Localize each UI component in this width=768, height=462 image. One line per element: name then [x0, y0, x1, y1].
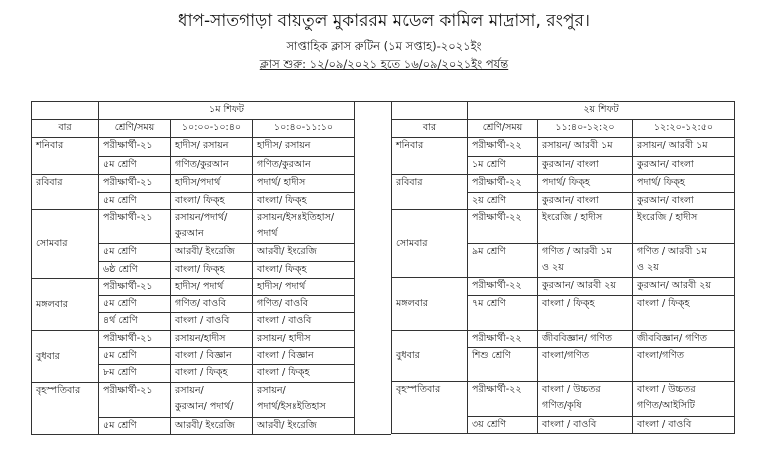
table-row — [32, 138, 355, 157]
blank-cell — [392, 102, 468, 120]
subject-cell: বাংলা / বাওবি — [171, 313, 253, 331]
subject-cell: হাদীস/ পদার্থ — [253, 279, 355, 296]
subject-cell: ইংরেজি / হাদীস — [633, 210, 735, 244]
col-period2: ১০:৪০-১১:১০ — [253, 120, 355, 138]
subject-cell: আরবী/ ইংরেজি — [171, 244, 253, 262]
class-cell: ৪র্থ শ্রেণি — [99, 313, 171, 331]
day-cell: সোমবার — [392, 210, 468, 278]
class-cell: ৫ম শ্রেণি — [99, 193, 171, 210]
subject-line: কুরআন — [175, 228, 204, 239]
page-title: ধাপ-সাতগাড়া বায়তুল মুকাররম মডেল কামিল মাদ্রাসা, রংপুর। — [178, 11, 590, 31]
class-cell: পরীক্ষার্থী-২২ — [468, 175, 538, 193]
subject-cell: গণিত/কুরআন — [253, 157, 355, 175]
shift-header-row — [32, 102, 355, 120]
class-cell: ১ম শ্রেণি — [468, 157, 538, 175]
subject-cell: বাংলা / ফিক্হ — [538, 296, 633, 331]
table-row — [392, 331, 735, 348]
subject-line: ও ২য় — [637, 262, 659, 273]
table-row — [32, 279, 355, 296]
subject-cell: বাংলা/ ফিক্হ — [171, 193, 253, 210]
day-cell: মঙ্গলবার — [32, 279, 99, 331]
subject-cell: কুরআন/ বাংলা — [538, 193, 633, 210]
class-cell: পরীক্ষার্থী-২১ — [99, 138, 171, 157]
table-row — [32, 331, 355, 348]
table-row — [392, 138, 735, 157]
subject-line: রসায়ন/ — [257, 385, 286, 396]
class-cell: শিশু শ্রেণি — [468, 348, 538, 382]
class-cell: ৫ম শ্রেণি — [99, 296, 171, 313]
day-cell: শনিবার — [32, 138, 99, 175]
table-row — [32, 210, 355, 244]
subject-cell: রসায়ন/ আরবী ১ম — [633, 138, 735, 157]
subject-cell: জীববিজ্ঞান/ গণিত — [538, 331, 633, 348]
class-cell: ৫ম শ্রেণি — [99, 244, 171, 262]
subject-line: গণিত / আরবী ১ম — [542, 246, 612, 257]
subject-cell: কুরআন/ আরবী ২য় — [538, 278, 633, 296]
subject-line: রসায়ন/ — [175, 385, 204, 396]
subject-cell: গণিত/ বাওবি — [253, 296, 355, 313]
class-cell: ৮ম শ্রেণি — [99, 365, 171, 383]
subject-cell: বাংলা / বিজ্ঞান — [253, 348, 355, 365]
subject-line: গণিত / আরবী ১ম — [637, 246, 707, 257]
subject-cell: বাংলা/গণিত — [633, 348, 735, 382]
subject-cell: বাংলা / বাওবি — [253, 313, 355, 331]
table-row — [392, 175, 735, 193]
subject-cell: জীববিজ্ঞান/ গণিত — [633, 331, 735, 348]
page-subtitle: সাপ্তাহিক ক্লাস রুটিন (১ম সপ্তাহ)-২০২১ইং — [286, 39, 482, 53]
subject-cell — [633, 244, 735, 278]
col-period1: ১০:০০-১০:৪০ — [171, 120, 253, 138]
col-day: বার — [392, 120, 468, 138]
shift2-table — [391, 101, 735, 434]
subject-cell: বাংলা / বাওবি — [538, 417, 633, 434]
subject-cell: হাদীস/ রসায়ন — [171, 138, 253, 157]
subject-line: কুরআন/ পদার্থ/ — [175, 401, 234, 412]
table-row — [32, 383, 355, 418]
class-cell: পরীক্ষার্থী-২২ — [468, 382, 538, 417]
subject-cell: বাংলা / বাওবি — [633, 417, 735, 434]
subject-cell: কুরআন/ বাংলা — [633, 157, 735, 175]
subject-cell: আরবী/ ইংরেজি — [253, 418, 355, 435]
subject-line: পদার্থ — [257, 228, 278, 239]
class-cell: পরীক্ষার্থী-২১ — [99, 175, 171, 193]
subject-cell: গণিত/ বাওবি — [171, 296, 253, 313]
column-header-row — [392, 120, 735, 138]
col-class: শ্রেণি/সময় — [99, 120, 171, 138]
table-row — [392, 210, 735, 244]
day-cell: বুধবার — [32, 331, 99, 383]
shift-header-row — [392, 102, 735, 120]
subject-cell: ইংরেজি / হাদীস — [538, 210, 633, 244]
subject-line: পদার্থ/ইসঃইতিহাস — [257, 401, 326, 412]
subject-cell: বাংলা/গণিত — [538, 348, 633, 382]
subject-cell: রসায়ন/হাদীস — [171, 331, 253, 348]
class-cell: ৫ম শ্রেণি — [99, 157, 171, 175]
subject-cell: পদার্থ/ হাদীস — [253, 175, 355, 193]
class-cell: ৫ম শ্রেণি — [99, 348, 171, 365]
subject-cell — [171, 210, 253, 244]
col-day: বার — [32, 120, 99, 138]
class-cell: পরীক্ষার্থী-২১ — [99, 383, 171, 418]
class-cell: পরীক্ষার্থী-২২ — [468, 210, 538, 244]
subject-cell — [633, 382, 735, 417]
subject-cell: বাংলা/ ফিক্হ — [171, 262, 253, 279]
subject-cell: রসায়ন/ হাদীস — [253, 331, 355, 348]
day-cell: বৃহস্পতিবার — [392, 382, 468, 434]
subject-line: গণিত/কৃষি — [542, 400, 582, 411]
subject-cell: কুরআন/ আরবী ২য় — [633, 278, 735, 296]
subject-cell: হাদীস/পদার্থ — [171, 175, 253, 193]
shift1-table — [31, 101, 355, 435]
subject-cell: বাংলা/ ফিক্হ — [253, 262, 355, 279]
class-cell: ৯ম শ্রেণি — [468, 244, 538, 278]
class-cell: পরীক্ষার্থী-২২ — [468, 278, 538, 296]
subject-cell: কুরআন/ বাংলা — [633, 193, 735, 210]
class-cell: ২য় শ্রেণি — [468, 193, 538, 210]
column-header-row — [32, 120, 355, 138]
shift2-title: ২য় শিফট — [468, 102, 735, 120]
table-row — [392, 382, 735, 417]
subject-cell — [253, 383, 355, 418]
class-cell: পরীক্ষার্থী-২২ — [468, 331, 538, 348]
day-cell: বৃহস্পতিবার — [32, 383, 99, 435]
subject-cell: গণিত/কুরআন — [171, 157, 253, 175]
subject-cell: বাংলা / ফিক্হ — [171, 365, 253, 383]
subject-line: রসায়ন/পদার্থ/ — [175, 212, 228, 223]
subject-cell: আরবী/ ইংরেজি — [171, 418, 253, 435]
subject-cell: বাংলা / ফিক্হ — [633, 296, 735, 331]
class-cell: ৩য় শ্রেণি — [468, 417, 538, 434]
day-cell: শনিবার — [392, 138, 468, 175]
subject-cell: হাদীস/ রসায়ন — [253, 138, 355, 157]
subject-line: রসায়ন/ইসঃইতিহাস/ — [257, 212, 335, 223]
table-row — [32, 175, 355, 193]
subject-cell: পদার্থ/ ফিক্হ — [538, 175, 633, 193]
subject-cell: বাংলা / বিজ্ঞান — [171, 348, 253, 365]
table-row — [392, 278, 735, 296]
class-cell: পরীক্ষার্থী-২১ — [99, 210, 171, 244]
subject-cell: হাদীস/ পদার্থ — [171, 279, 253, 296]
day-cell: মঙ্গলবার — [392, 278, 468, 331]
subject-line: বাংলা / উচ্চতর — [637, 384, 696, 395]
col-period2: ১২:২০-১২:৫০ — [633, 120, 735, 138]
subject-cell: আরবী/ ইংরেজি — [253, 244, 355, 262]
class-cell: পরীক্ষার্থী-২২ — [468, 138, 538, 157]
day-cell: সোমবার — [32, 210, 99, 279]
subject-cell: কুরআন/ বাংলা — [538, 157, 633, 175]
subject-cell — [538, 382, 633, 417]
col-class: শ্রেণি/সময় — [468, 120, 538, 138]
subject-cell — [253, 210, 355, 244]
blank-cell — [32, 102, 99, 120]
subject-cell: পদার্থ/ ফিক্হ — [633, 175, 735, 193]
class-cell: ৭ম শ্রেণি — [468, 296, 538, 331]
day-cell: বুধবার — [392, 331, 468, 382]
subject-line: গণিত/আইসিটি — [637, 400, 695, 411]
class-cell: পরীক্ষার্থী-২১ — [99, 331, 171, 348]
class-cell: ৬ষ্ঠ শ্রেণি — [99, 262, 171, 279]
date-range: ক্লাস শুরু: ১২/০৯/২০২১ হতে ১৬/০৯/২০২১ইং পর্যন্ত — [259, 57, 509, 71]
subject-cell — [538, 244, 633, 278]
subject-cell: রসায়ন/ আরবী ১ম — [538, 138, 633, 157]
shift1-title: ১ম শিফট — [99, 102, 355, 120]
class-cell: ৫ম শ্রেণি — [99, 418, 171, 435]
table-gap — [353, 101, 391, 435]
subject-cell: বাংলা / ফিক্হ — [253, 365, 355, 383]
day-cell: রবিবার — [392, 175, 468, 210]
class-cell: পরীক্ষার্থী-২১ — [99, 279, 171, 296]
day-cell: রবিবার — [32, 175, 99, 210]
subject-line: ও ২য় — [542, 262, 564, 273]
subject-cell — [171, 383, 253, 418]
col-period1: ১১:৪০-১২:২০ — [538, 120, 633, 138]
subject-line: বাংলা / উচ্চতর — [542, 384, 601, 395]
subject-cell: বাংলা/ ফিক্হ — [253, 193, 355, 210]
